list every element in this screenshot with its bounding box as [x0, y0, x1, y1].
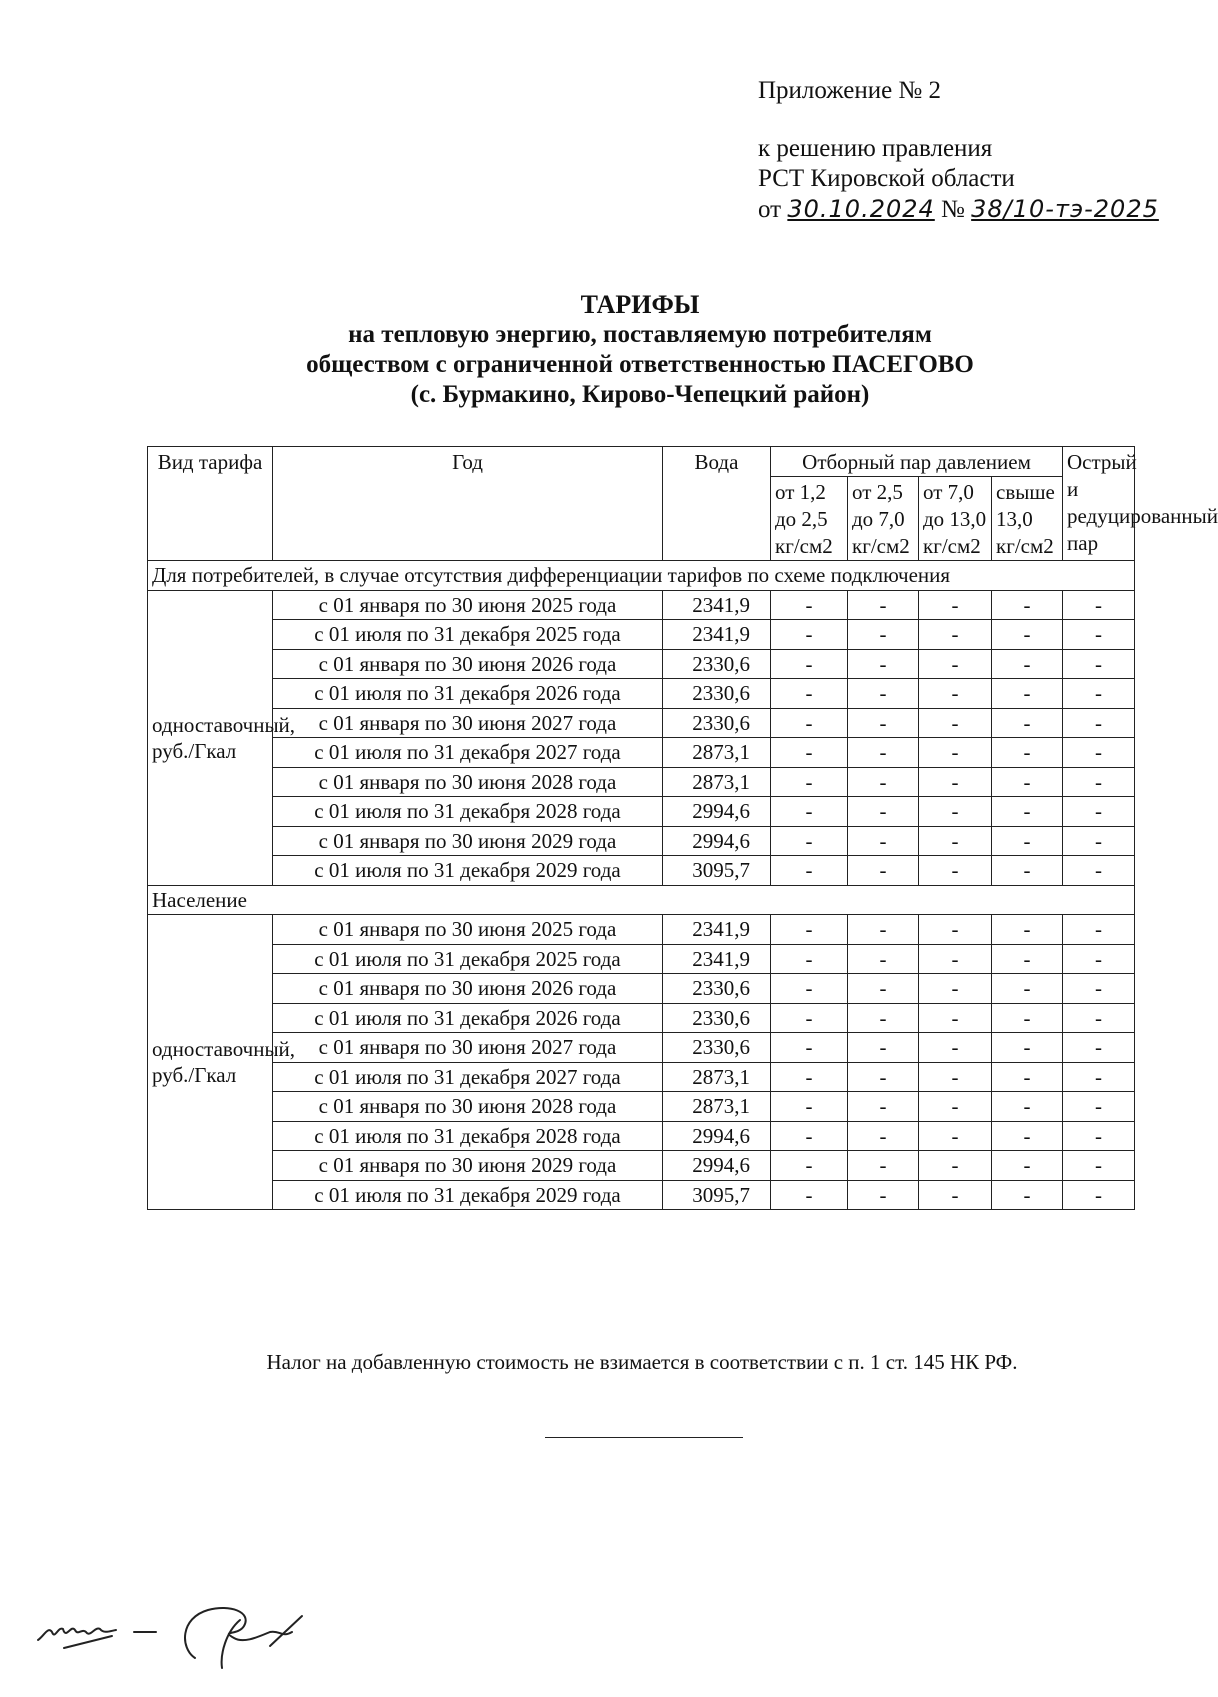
header-steam-1: от 1,2 до 2,5 кг/см2: [771, 477, 848, 561]
header-steam-3: от 7,0 до 13,0 кг/см2: [919, 477, 992, 561]
steam-1-cell: -: [771, 1062, 848, 1092]
steam-4-cell: -: [992, 767, 1063, 797]
steam-4-cell: -: [992, 679, 1063, 709]
steam-4-cell: -: [992, 1092, 1063, 1122]
steam-1-cell: -: [771, 590, 848, 620]
period-cell: с 01 января по 30 июня 2029 года: [273, 1151, 663, 1181]
period-cell: с 01 июля по 31 декабря 2025 года: [273, 944, 663, 974]
steam-2-cell: -: [848, 1121, 919, 1151]
table-row: [148, 915, 1135, 945]
acute-steam-cell: -: [1063, 708, 1135, 738]
steam-4-cell: -: [992, 590, 1063, 620]
water-cell: 3095,7: [663, 856, 771, 886]
heading-line-1: на тепловую энергию, поставляемую потребителям: [348, 321, 932, 348]
steam-1-cell: -: [771, 1033, 848, 1063]
steam-2-cell: -: [848, 856, 919, 886]
water-cell: 2341,9: [663, 915, 771, 945]
steam-3-cell: -: [919, 974, 992, 1004]
signature-image: [30, 1596, 330, 1681]
steam-1-cell: -: [771, 708, 848, 738]
steam-4-cell: -: [992, 944, 1063, 974]
appendix-block: [758, 76, 1159, 225]
period-cell: с 01 января по 30 июня 2027 года: [273, 1033, 663, 1063]
heading-line-2: обществом с ограниченной ответственностью ПАСЕГОВО: [306, 351, 974, 378]
appendix-title: Приложение № 2: [758, 77, 942, 104]
vat-note: Налог на добавленную стоимость не взимается в соответствии с п. 1 ст. 145 НК РФ.: [266, 1350, 1018, 1374]
steam-4-cell: -: [992, 738, 1063, 768]
table-row: [148, 767, 1135, 797]
steam-2-cell: -: [848, 797, 919, 827]
water-cell: 2994,6: [663, 797, 771, 827]
water-cell: 2873,1: [663, 767, 771, 797]
steam-1-cell: -: [771, 679, 848, 709]
steam-4-cell: -: [992, 974, 1063, 1004]
steam-3-cell: -: [919, 797, 992, 827]
steam-3-cell: -: [919, 738, 992, 768]
steam-1-cell: -: [771, 944, 848, 974]
water-cell: 2330,6: [663, 708, 771, 738]
steam-3-cell: -: [919, 856, 992, 886]
water-cell: 2330,6: [663, 1033, 771, 1063]
steam-3-cell: -: [919, 1151, 992, 1181]
water-cell: 3095,7: [663, 1180, 771, 1210]
steam-1-cell: -: [771, 649, 848, 679]
steam-4-cell: -: [992, 1062, 1063, 1092]
period-cell: с 01 июля по 31 декабря 2027 года: [273, 1062, 663, 1092]
water-cell: 2994,6: [663, 1121, 771, 1151]
steam-2-cell: -: [848, 620, 919, 650]
appendix-date-line: [758, 194, 1159, 225]
table-row: [148, 590, 1135, 620]
steam-1-cell: -: [771, 1151, 848, 1181]
steam-1-cell: -: [771, 797, 848, 827]
period-cell: с 01 июля по 31 декабря 2028 года: [273, 1121, 663, 1151]
table-row: [148, 1121, 1135, 1151]
table-row: [148, 679, 1135, 709]
acute-steam-cell: -: [1063, 1180, 1135, 1210]
acute-steam-cell: -: [1063, 649, 1135, 679]
water-cell: 2330,6: [663, 974, 771, 1004]
table-row: [148, 856, 1135, 886]
steam-3-cell: -: [919, 1180, 992, 1210]
steam-3-cell: -: [919, 649, 992, 679]
heading-title: ТАРИФЫ: [580, 290, 700, 319]
acute-steam-cell: -: [1063, 1033, 1135, 1063]
decision-date: 30.10.2024: [787, 195, 935, 223]
document-heading: [150, 290, 1130, 410]
steam-2-cell: -: [848, 738, 919, 768]
steam-2-cell: -: [848, 590, 919, 620]
acute-steam-cell: -: [1063, 974, 1135, 1004]
acute-steam-cell: -: [1063, 738, 1135, 768]
steam-2-cell: -: [848, 767, 919, 797]
steam-1-cell: -: [771, 915, 848, 945]
acute-steam-cell: -: [1063, 767, 1135, 797]
appendix-line-2: РСТ Кировской области: [758, 165, 1015, 192]
acute-steam-cell: -: [1063, 944, 1135, 974]
period-cell: с 01 июля по 31 декабря 2029 года: [273, 1180, 663, 1210]
period-cell: с 01 июля по 31 декабря 2028 года: [273, 797, 663, 827]
steam-1-cell: -: [771, 856, 848, 886]
water-cell: 2341,9: [663, 590, 771, 620]
date-prefix: от: [758, 196, 782, 223]
water-cell: 2341,9: [663, 944, 771, 974]
header-steam-4: свыше 13,0 кг/см2: [992, 477, 1063, 561]
steam-4-cell: -: [992, 1151, 1063, 1181]
steam-2-cell: -: [848, 1151, 919, 1181]
table-row: [148, 944, 1135, 974]
steam-3-cell: -: [919, 767, 992, 797]
acute-steam-cell: -: [1063, 1003, 1135, 1033]
steam-2-cell: -: [848, 708, 919, 738]
period-cell: с 01 июля по 31 декабря 2029 года: [273, 856, 663, 886]
table-row: [148, 1151, 1135, 1181]
table-row: [148, 738, 1135, 768]
steam-3-cell: -: [919, 620, 992, 650]
steam-4-cell: -: [992, 1003, 1063, 1033]
steam-1-cell: -: [771, 974, 848, 1004]
heading-line-3: (с. Бурмакино, Кирово-Чепецкий район): [410, 381, 870, 408]
section-header-row: [148, 885, 1135, 915]
steam-4-cell: -: [992, 708, 1063, 738]
table-row: [148, 1033, 1135, 1063]
steam-3-cell: -: [919, 1092, 992, 1122]
steam-4-cell: -: [992, 1033, 1063, 1063]
steam-3-cell: -: [919, 944, 992, 974]
appendix-line-1: к решению правления: [758, 135, 993, 162]
tariff-type-cell: одноставочный, руб./Гкал: [148, 590, 273, 885]
steam-4-cell: -: [992, 1180, 1063, 1210]
steam-1-cell: -: [771, 1092, 848, 1122]
acute-steam-cell: -: [1063, 1151, 1135, 1181]
steam-2-cell: -: [848, 1092, 919, 1122]
section-title: Население: [148, 885, 1135, 915]
steam-2-cell: -: [848, 1062, 919, 1092]
acute-steam-cell: -: [1063, 856, 1135, 886]
section-title: Для потребителей, в случае отсутствия дифференциации тарифов по схеме подключения: [148, 561, 1135, 591]
header-steam-2: от 2,5 до 7,0 кг/см2: [848, 477, 919, 561]
water-cell: 2873,1: [663, 1062, 771, 1092]
steam-4-cell: -: [992, 1121, 1063, 1151]
water-cell: 2994,6: [663, 826, 771, 856]
table-row: [148, 708, 1135, 738]
period-cell: с 01 июля по 31 декабря 2025 года: [273, 620, 663, 650]
steam-3-cell: -: [919, 1121, 992, 1151]
steam-3-cell: -: [919, 679, 992, 709]
period-cell: с 01 июля по 31 декабря 2026 года: [273, 679, 663, 709]
steam-3-cell: -: [919, 915, 992, 945]
period-cell: с 01 января по 30 июня 2025 года: [273, 590, 663, 620]
table-row: [148, 826, 1135, 856]
period-cell: с 01 января по 30 июня 2026 года: [273, 649, 663, 679]
number-prefix: №: [941, 196, 965, 223]
water-cell: 2330,6: [663, 679, 771, 709]
table-row: [148, 649, 1135, 679]
header-acute-steam: Острый и редуцированный пар: [1063, 447, 1135, 561]
period-cell: с 01 января по 30 июня 2026 года: [273, 974, 663, 1004]
tariff-table: [147, 446, 1218, 1210]
table-row: [148, 974, 1135, 1004]
steam-3-cell: -: [919, 826, 992, 856]
period-cell: с 01 июля по 31 декабря 2026 года: [273, 1003, 663, 1033]
period-cell: с 01 января по 30 июня 2025 года: [273, 915, 663, 945]
steam-3-cell: -: [919, 1003, 992, 1033]
acute-steam-cell: -: [1063, 679, 1135, 709]
tariff-table-body: [148, 561, 1135, 1210]
steam-2-cell: -: [848, 974, 919, 1004]
steam-2-cell: -: [848, 826, 919, 856]
steam-2-cell: -: [848, 1003, 919, 1033]
water-cell: 2330,6: [663, 649, 771, 679]
table-row: [148, 1062, 1135, 1092]
steam-1-cell: -: [771, 1180, 848, 1210]
section-header-row: [148, 561, 1135, 591]
decision-number: 38/10-тэ-2025: [971, 195, 1159, 223]
steam-4-cell: -: [992, 620, 1063, 650]
steam-1-cell: -: [771, 738, 848, 768]
period-cell: с 01 января по 30 июня 2027 года: [273, 708, 663, 738]
divider-line: [545, 1437, 743, 1438]
acute-steam-cell: -: [1063, 1062, 1135, 1092]
steam-1-cell: -: [771, 1121, 848, 1151]
steam-2-cell: -: [848, 944, 919, 974]
period-cell: с 01 января по 30 июня 2029 года: [273, 826, 663, 856]
steam-1-cell: -: [771, 767, 848, 797]
header-year: Год: [273, 447, 663, 561]
steam-4-cell: -: [992, 797, 1063, 827]
steam-2-cell: -: [848, 1033, 919, 1063]
steam-2-cell: -: [848, 649, 919, 679]
steam-4-cell: -: [992, 649, 1063, 679]
table-row: [148, 1003, 1135, 1033]
tariff-type-cell: одноставочный, руб./Гкал: [148, 915, 273, 1210]
steam-1-cell: -: [771, 620, 848, 650]
steam-1-cell: -: [771, 1003, 848, 1033]
acute-steam-cell: -: [1063, 797, 1135, 827]
table-row: [148, 1180, 1135, 1210]
water-cell: 2994,6: [663, 1151, 771, 1181]
acute-steam-cell: -: [1063, 826, 1135, 856]
steam-4-cell: -: [992, 915, 1063, 945]
table-row: [148, 620, 1135, 650]
header-water: Вода: [663, 447, 771, 561]
table-row: [148, 1092, 1135, 1122]
water-cell: 2341,9: [663, 620, 771, 650]
acute-steam-cell: -: [1063, 1092, 1135, 1122]
period-cell: с 01 июля по 31 декабря 2027 года: [273, 738, 663, 768]
water-cell: 2330,6: [663, 1003, 771, 1033]
table-row: [148, 797, 1135, 827]
water-cell: 2873,1: [663, 738, 771, 768]
acute-steam-cell: -: [1063, 620, 1135, 650]
steam-2-cell: -: [848, 915, 919, 945]
steam-2-cell: -: [848, 1180, 919, 1210]
water-cell: 2873,1: [663, 1092, 771, 1122]
header-tariff-type: Вид тарифа: [148, 447, 273, 561]
steam-4-cell: -: [992, 856, 1063, 886]
steam-3-cell: -: [919, 1062, 992, 1092]
steam-3-cell: -: [919, 1033, 992, 1063]
acute-steam-cell: -: [1063, 590, 1135, 620]
period-cell: с 01 января по 30 июня 2028 года: [273, 1092, 663, 1122]
steam-3-cell: -: [919, 590, 992, 620]
steam-3-cell: -: [919, 708, 992, 738]
acute-steam-cell: -: [1063, 915, 1135, 945]
steam-1-cell: -: [771, 826, 848, 856]
period-cell: с 01 января по 30 июня 2028 года: [273, 767, 663, 797]
steam-4-cell: -: [992, 826, 1063, 856]
acute-steam-cell: -: [1063, 1121, 1135, 1151]
steam-2-cell: -: [848, 679, 919, 709]
header-steam-group: Отборный пар давлением: [771, 447, 1063, 477]
